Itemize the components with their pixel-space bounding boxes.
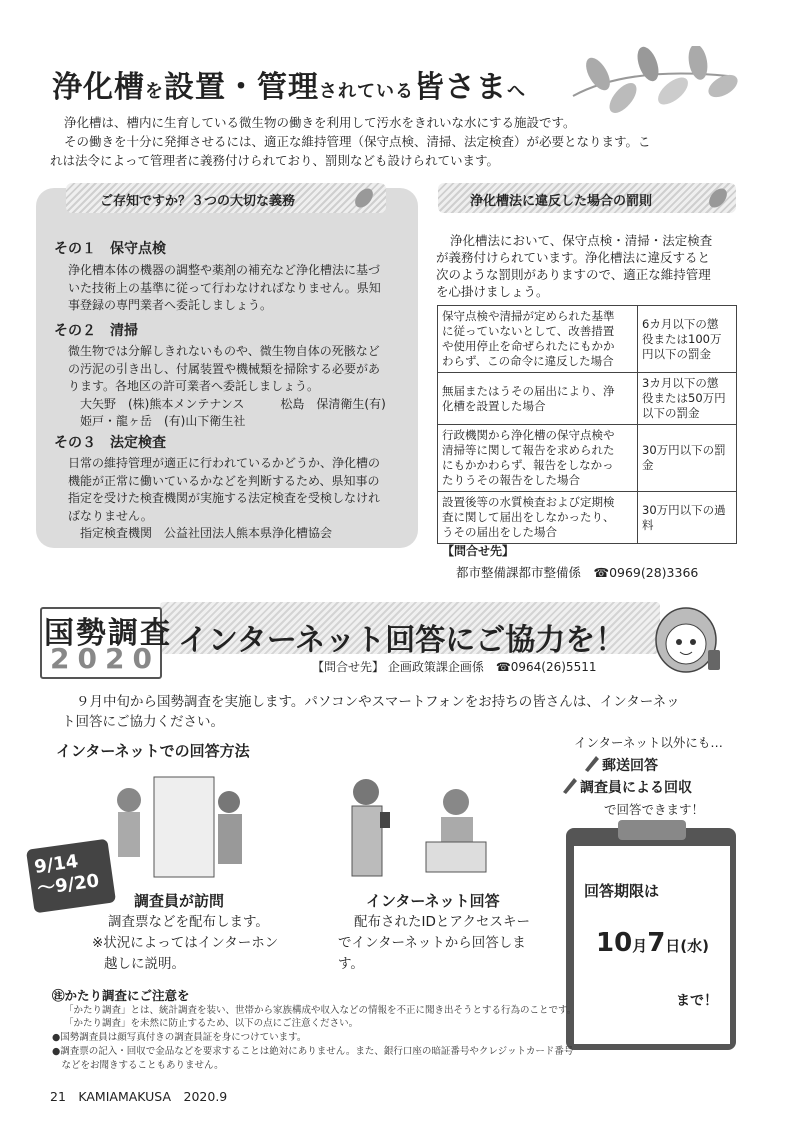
leaf-icon [350,186,378,210]
date-badge: 9/14 ～9/20 [26,839,116,914]
penalty-intro: 浄化槽法において、保守点検・清掃・法定検査 が義務付けられています。浄化槽法に違反すると 次のような罰則がありますので、適正な維持管理 を心掛けましょう。 [436,233,713,299]
notice-line: などをお聞きすることもありません。 [52,1060,224,1071]
contact-heading: 【問合せ先】 [442,544,515,558]
contact-info: 都市整備課都市整備係 ☎0969(28)3366 [456,565,699,580]
table-row [438,425,737,492]
penalty-cell: 3カ月以下の懲 役または50万円 以下の罰金 [638,373,737,425]
violation-cell: 設置後等の水質検査および定期検 査に関して届出をしなかったり、 うその届出をした場合 [438,492,638,544]
census-year: 2020 [50,642,160,675]
deadline-date: 10月7日(水) [596,928,710,958]
deadline-until: まで！ [676,993,718,1009]
mascot-icon [646,602,728,690]
duty-text-3: 日常の維持管理が適正に行われているかどうか、浄化槽の 機能が正常に働いているかなどを判断するため、県知事の 指定を受けた検査機関が実施する法定検査を受検しなけれ ばなりません。 指定検査機関 公益社団法人熊本県浄化槽協会 [68,456,381,540]
clipboard-clip [618,820,686,840]
method-heading: インターネットでの回答方法 [56,742,250,760]
intro-line: その働きを十分に発揮させるには、適正な維持管理（保守点検、清掃、法定検査）が必要となります。こ [64,134,651,149]
notice-line: ●調査票の記入・回収で金品などを要求することは絶対にありません。また、銀行口座の暗証番号やクレジットカード番号 [52,1046,574,1057]
penalty-table [437,305,737,544]
duty-heading-1: その１ 保守点検 [54,241,166,257]
leaf-decoration-icon [568,46,738,116]
pencil-icon [560,775,578,795]
visit-illustration-icon [104,772,254,882]
penalty-cell: 30万円以下の過 料 [638,492,737,544]
can-text: で回答できます！ [604,802,705,817]
notice-heading: ㊟かたり調査にご注意を [52,988,190,1003]
duty-text-2: 微生物では分解しきれないものや、微生物自体の死骸など の汚泥の引き出し、付属装置や機械類を掃除する必要があ ります。各地区の許可業者へ委託しましょう。 大矢野 (株)熊本メンテナンス 松島 保清衛生(有) 姫戸・龍ヶ岳 (有)山下衛生社 [68,344,386,428]
penalty-header-label: 浄化槽法に違反した場合の罰則 [470,194,653,209]
intro-text [50,113,734,170]
collect-option: 調査員による回収 [580,780,692,796]
net-heading: インターネット回答 [366,892,500,910]
net-text: 配布されたIDとアクセスキー でインターネットから回答しま す。 [338,914,530,972]
duties-header-label: ご存知ですか？３つの大切な義務 [100,194,296,209]
census-text: ９月中旬から国勢調査を実施します。パソコンやスマートフォンをお持ちの皆さんは、インターネッ ト回答にご協力ください。 [62,694,680,730]
census-logo: 国勢調査 [44,616,172,651]
table-row [438,492,737,544]
table-row [438,373,737,425]
duty-heading-3: その３ 法定検査 [54,435,166,451]
intro-line: れは法令によって管理者に義務付けられており、罰則なども設けられています。 [50,153,500,168]
visit-text: 調査票などを配布します。 ※状況によってはインターホン 越しに説明。 [92,914,279,972]
notice-line: ●国勢調査員は顔写真付きの調査員証を身につけています。 [52,1032,307,1043]
duty-heading-2: その２ 清掃 [54,323,138,339]
mail-option: 郵送回答 [602,758,658,774]
violation-cell: 保守点検や清掃が定められた基準 に従っていないとして、改善措置 や使用停止を命ぜられたにもかか わらず、この命令に違反した場合 [438,306,638,373]
census-title: インターネット回答にご協力を！ [178,623,626,658]
pencil-icon [582,753,600,773]
page-title: 浄化槽を設置・管理されている皆さまへ [52,70,526,105]
penalty-cell: 6カ月以下の懲 役または100万 円以下の罰金 [638,306,737,373]
penalty-cell: 30万円以下の罰 金 [638,425,737,492]
visit-heading: 調査員が訪問 [134,892,225,910]
notice-line: 「かたり調査」とは、統計調査を装い、世帯から家族構成や収入などの情報を不正に聞き出そうとする行為のことです。 [64,1005,577,1016]
table-row [438,306,737,373]
census-contact: 【問合せ先】 企画政策課企画係 ☎0964(26)5511 [312,660,597,674]
notice-line: 「かたり調査」を未然に防止するため、以下の点にご注意ください。 [64,1018,359,1029]
internet-illustration-icon [336,772,506,882]
leaf-icon [704,186,732,210]
deadline-heading: 回答期限は [584,882,660,900]
duty-text-1: 浄化槽本体の機器の調整や薬剤の補充など浄化槽法に基づ いた技術上の基準に従って行わなければなりません。県知 事登録の専門業者へ委託しましょう。 [68,263,381,312]
page-footer: 21 KAMIAMAKUSA 2020.9 [50,1089,228,1104]
other-heading: インターネット以外にも… [574,735,723,750]
violation-cell: 無届またはうその届出により、浄 化槽を設置した場合 [438,373,638,425]
intro-line: 浄化槽は、槽内に生育している微生物の働きを利用して汚水をきれいな水にする施設です。 [64,115,576,130]
violation-cell: 行政機関から浄化槽の保守点検や 清掃等に関して報告を求められた にもかかわらず、報告をしなかっ たりうその報告をした場合 [438,425,638,492]
